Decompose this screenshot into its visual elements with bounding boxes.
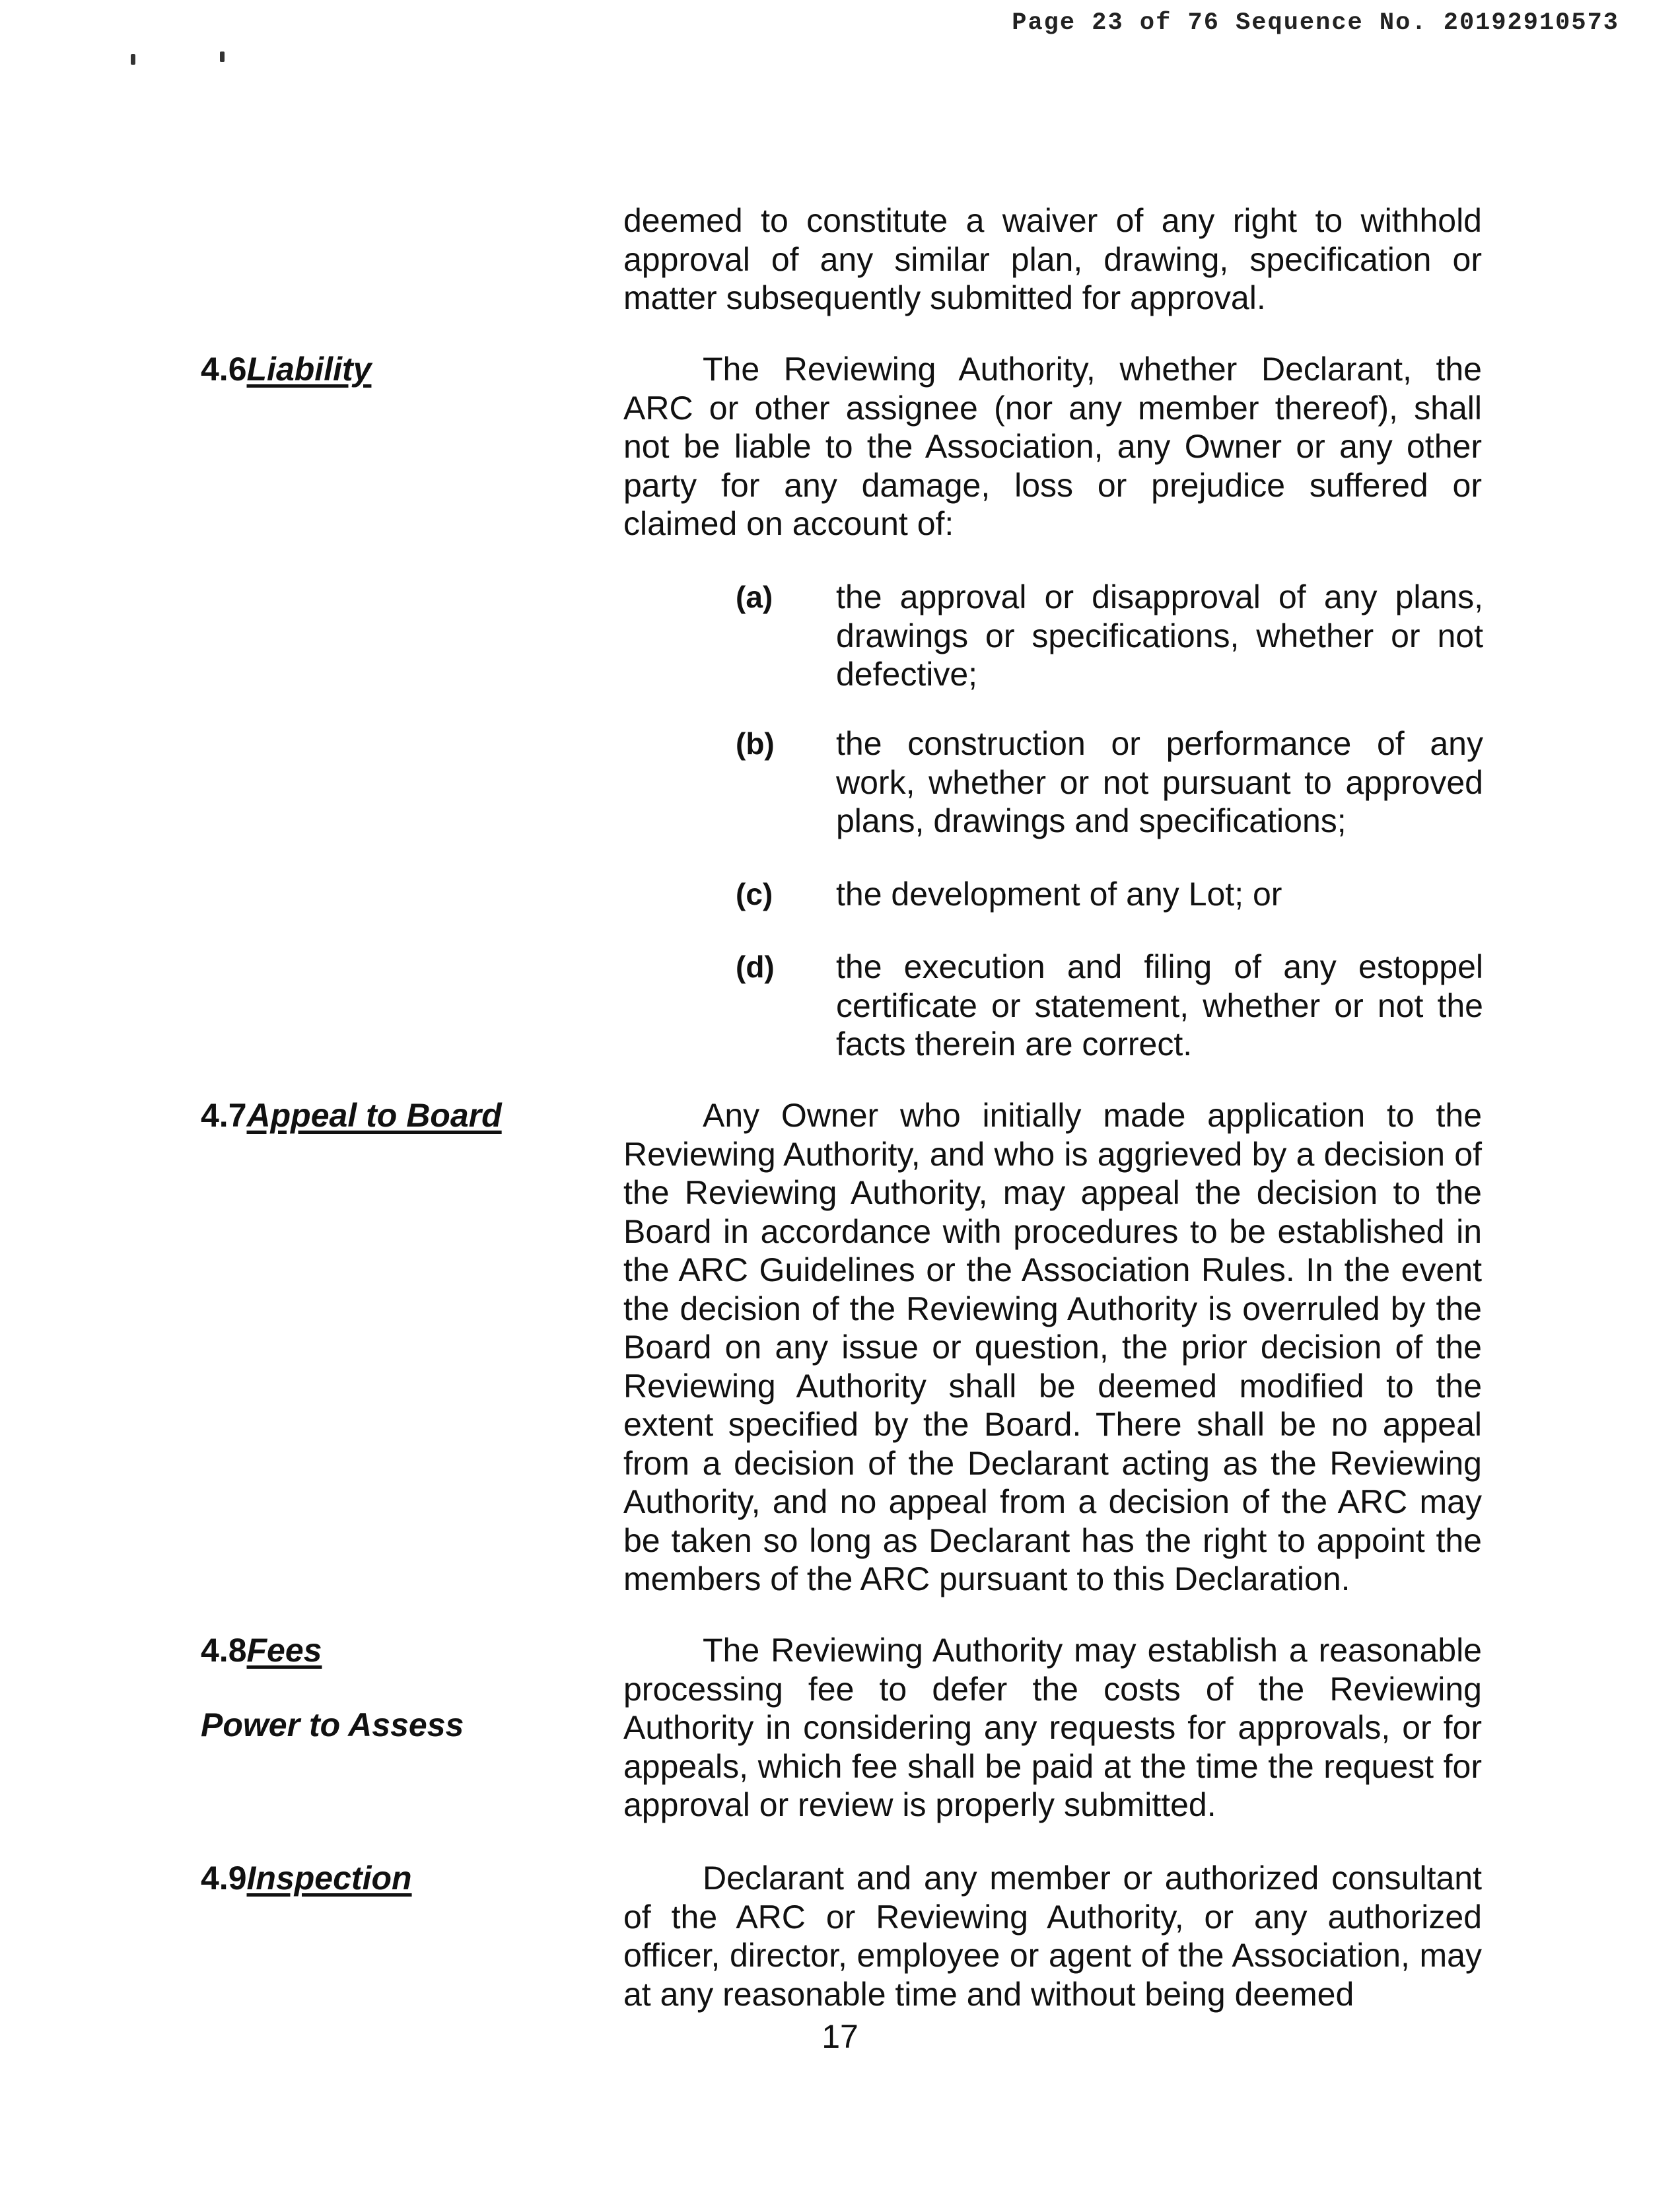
list-item-text: the execution and filing of any estoppel certificate or statement, whether or not the facts therein are correct.	[836, 948, 1483, 1063]
section-body-4-8: The Reviewing Authority may establish a reasonable processing fee to defer the costs of the Reviewing Authority in considering any requests for approvals, or for appeals, which fee shall be paid at the time the request for approval or review is properly submitted.	[623, 1632, 1482, 1823]
list-item-text: the development of any Lot; or	[836, 876, 1282, 913]
section-title: Liability	[246, 351, 372, 388]
list-item-letter: (d)	[736, 950, 775, 984]
scan-speck	[131, 54, 135, 65]
section-number: 4.7	[201, 1097, 247, 1134]
section-subtitle: Power to Assess	[201, 1706, 464, 1743]
section-body-4-6: The Reviewing Authority, whether Declarant, the ARC or other assignee (nor any member thereof), shall not be liable to the Association, any Owner or any other party for any damage, loss or prejudice suffered or claimed on account of:	[623, 351, 1482, 542]
section-body-4-9: Declarant and any member or authorized consultant of the ARC or Reviewing Authority, or any authorized officer, director, employee or agent of the Association, may at any reasonable time and without being deemed	[623, 1860, 1482, 2013]
continuation-paragraph: deemed to constitute a waiver of any right to withhold approval of any similar plan, drawing, specification or matter subsequently submitted for approval.	[623, 202, 1482, 316]
page-number: 17	[822, 2018, 858, 2055]
section-title: Appeal to Board	[246, 1097, 502, 1134]
list-item-letter: (b)	[736, 726, 775, 761]
section-number: 4.6	[201, 351, 247, 388]
page-header: Page 23 of 76 Sequence No. 20192910573	[1012, 9, 1619, 37]
section-title: Fees	[246, 1632, 322, 1669]
list-item-text: the approval or disapproval of any plans, drawings or specifications, whether or not defective;	[836, 578, 1483, 693]
scan-speck	[220, 52, 225, 62]
section-heading-4-7	[201, 1096, 502, 1135]
section-heading-4-9	[201, 1859, 412, 1897]
list-item-text: the construction or performance of any work, whether or not pursuant to approved plans, drawings and specifications;	[836, 725, 1483, 839]
section-number: 4.8	[201, 1632, 247, 1669]
section-title: Inspection	[246, 1860, 412, 1897]
list-item-letter: (c)	[736, 877, 773, 911]
list-item-letter: (a)	[736, 580, 773, 614]
section-number: 4.9	[201, 1860, 247, 1897]
section-heading-4-6	[201, 350, 371, 388]
section-body-4-7: Any Owner who initially made application to the Reviewing Authority, and who is aggrieved by a decision of the Reviewing Authority, may appeal the decision to the Board in accordance with procedures to be established in the ARC Guidelines or the Association Rules. In the event the decision of the Reviewing Authority is overruled by the Board on any issue or question, the prior decision of the Reviewing Authority shall be deemed modified to the extent specified by the Board. There shall be no appeal from a decision of the Declarant acting as the Reviewing Authority, and no appeal from a decision of the ARC may be taken so long as Declarant has the right to appoint the members of the ARC pursuant to this Declaration.	[623, 1097, 1482, 1597]
section-heading-4-8	[201, 1631, 322, 1669]
